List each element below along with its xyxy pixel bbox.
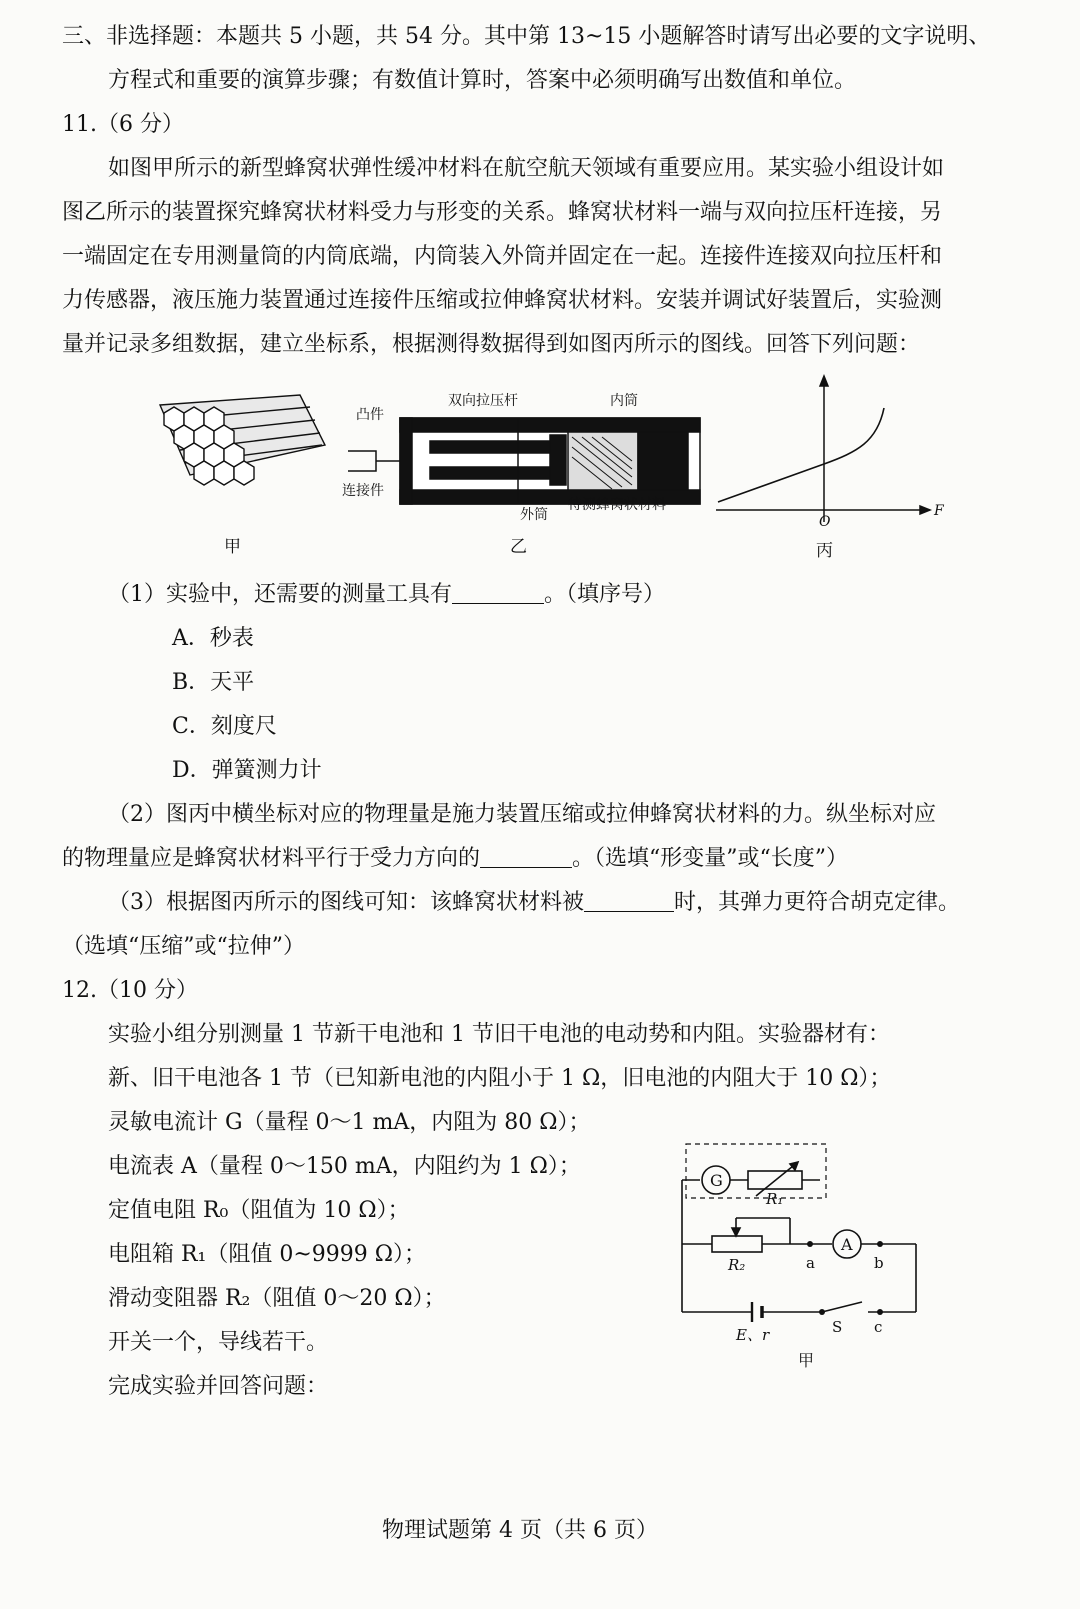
answer-blank-3[interactable] (584, 889, 674, 912)
graph-figure (712, 372, 952, 532)
slide-rheostat-r2 (712, 1236, 762, 1252)
q11-part1 (108, 580, 665, 610)
figure-jia-caption: 甲 (224, 537, 241, 557)
q11-part3-suffix: 时，其弹力更符合胡克定律。 (674, 890, 961, 915)
graph-origin-label: O (819, 514, 831, 530)
section-note: 方程式和重要的演算步骤；有数值计算时，答案中必须明确写出数值和单位。 (108, 68, 857, 93)
q11-part2-line1: （2）图丙中横坐标对应的物理量是施力装置压缩或拉伸蜂窝状材料的力。纵坐标对应 (108, 802, 936, 827)
q11-number: 11.（6 分） (62, 112, 184, 137)
switch-blade (822, 1302, 862, 1312)
circuit-diagram (670, 1140, 930, 1380)
node-c-dot (877, 1309, 883, 1315)
label-galvanometer: G (710, 1171, 723, 1190)
device-figure (338, 385, 718, 530)
q12-line: 滑动变阻器 R₂（阻值 0～20 Ω）； (108, 1286, 446, 1311)
q12-line: 实验小组分别测量 1 节新干电池和 1 节旧干电池的电动势和内阻。实验器材有： (108, 1022, 890, 1047)
label-node-b: b (874, 1254, 884, 1272)
node-b-dot (877, 1241, 883, 1247)
graph-x-label: F (934, 503, 944, 519)
label-node-a: a (806, 1254, 815, 1272)
q12-line: 新、旧干电池各 1 节（已知新电池的内阻小于 1 Ω，旧电池的内阻大于 10 Ω）； (108, 1066, 892, 1091)
label-outer: 外筒 (520, 507, 548, 523)
option-b: B．天平 (172, 670, 255, 695)
option-d: D．弹簧测力计 (172, 758, 322, 783)
node-a-dot (807, 1241, 813, 1247)
q11-part2-line2 (62, 844, 848, 874)
q12-line: 电阻箱 R₁（阻值 0~9999 Ω）； (108, 1242, 427, 1267)
switch-pivot-dot (819, 1309, 825, 1315)
page-footer: 物理试题第 4 页（共 6 页） (382, 1518, 658, 1543)
graph-y-arrow (820, 376, 828, 386)
q11-part3-line2: （选填“压缩”或“拉伸”） (62, 934, 305, 959)
graph-curve (718, 408, 884, 502)
q12-line: 开关一个，导线若干。 (108, 1330, 329, 1355)
label-inner: 内筒 (610, 393, 638, 409)
label-ammeter: A (841, 1235, 853, 1254)
label-source: E、r (736, 1326, 770, 1344)
q11-stem-line: 量并记录多组数据，建立坐标系，根据测得数据得到如图丙所示的图线。回答下列问题： (62, 332, 921, 357)
section-header: 三、非选择题：本题共 5 小题，共 54 分。其中第 13~15 小题解答时请写出必要的文字说明、 (62, 24, 991, 49)
honeycomb-figure (150, 385, 330, 515)
q11-part1-text: （1）实验中，还需要的测量工具有 (108, 582, 452, 607)
q11-part1-suffix: 。（填序号） (544, 582, 666, 607)
q12-line: 定值电阻 R₀（阻值为 10 Ω）； (108, 1198, 410, 1223)
label-rod: 双向拉压杆 (448, 393, 518, 409)
q12-line: 电流表 A（量程 0～150 mA，内阻约为 1 Ω）； (108, 1154, 581, 1179)
label-connector: 连接件 (342, 483, 384, 499)
option-c: C．刻度尺 (172, 714, 277, 739)
q12-number: 12.（10 分） (62, 978, 198, 1003)
answer-blank-2[interactable] (480, 845, 572, 868)
graph-x-arrow (920, 506, 930, 514)
q11-stem-line: 一端固定在专用测量筒的内筒底端，内筒装入外筒并固定在一起。连接件连接双向拉压杆和 (62, 244, 943, 269)
label-r1: R₁ (766, 1190, 784, 1208)
q11-stem-line: 力传感器，液压施力装置通过连接件压缩或拉伸蜂窝状材料。安装并调试好装置后，实验测 (62, 288, 943, 313)
figure-bing-caption: 丙 (816, 541, 833, 561)
q11-part3-text: （3）根据图丙所示的图线可知：该蜂窝状材料被 (108, 890, 584, 915)
answer-blank-1[interactable] (452, 581, 544, 604)
q12-line: 完成实验并回答问题： (108, 1374, 329, 1399)
q11-part3-line1 (108, 888, 960, 918)
label-switch: S (832, 1318, 843, 1336)
circuit-caption: 甲 (798, 1351, 815, 1370)
q11-stem-line: 如图甲所示的新型蜂窝状弹性缓冲材料在航空航天领域有重要应用。某实验小组设计如 (108, 156, 945, 181)
label-tujian: 凸件 (356, 407, 384, 423)
label-node-c: c (874, 1318, 883, 1336)
option-a: A．秒表 (172, 626, 254, 651)
q11-part2-suffix: 。（选填“形变量”或“长度”） (572, 846, 849, 871)
label-r2: R₂ (728, 1256, 746, 1274)
q11-stem-line: 图乙所示的装置探究蜂窝状材料受力与形变的关系。蜂窝状材料一端与双向拉压杆连接，另 (62, 200, 943, 225)
figure-yi-caption: 乙 (510, 537, 527, 557)
q12-line: 灵敏电流计 G（量程 0～1 mA，内阻为 80 Ω）； (108, 1110, 591, 1135)
label-material: 待测蜂窝状材料 (568, 497, 666, 513)
q11-part2-text: 的物理量应是蜂窝状材料平行于受力方向的 (62, 846, 481, 871)
